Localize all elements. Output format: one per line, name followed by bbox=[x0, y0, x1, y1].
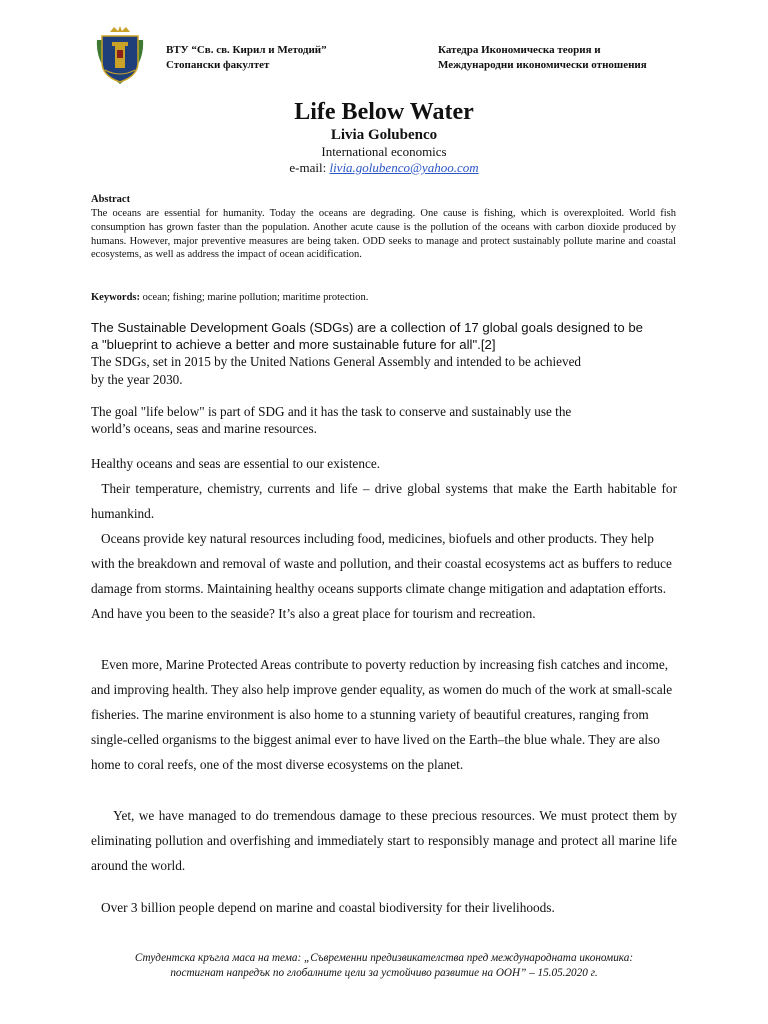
body-paragraph: Healthy oceans and seas are essential to our existence. bbox=[91, 456, 381, 471]
abstract-text: The oceans are essential for humanity. Today the oceans are degrading. One cause is fishing, which is overexploited. World fish consumption has grown faster than the population. Another acute cause is the pollution of the oceans with carbon dioxide produced by humans. However, major preventive measures are being taken. ODD seeks to manage and protect sustainably pollute marine and coastal ecosystems, as well as address the impact of ocean acidification. bbox=[91, 208, 676, 261]
university-line1: ВТУ “Св. св. Кирил и Методий” bbox=[166, 44, 327, 56]
footer-line: постигнат напредък по глобалните цели за устойчиво развитие на ООН” – 15.05.2020 г. bbox=[170, 967, 598, 979]
department-name bbox=[438, 43, 647, 73]
intro-paragraph-sdgs bbox=[91, 319, 691, 388]
university-crest-logo bbox=[93, 26, 147, 86]
email-label: e-mail: bbox=[289, 160, 330, 175]
intro-paragraph-goal bbox=[91, 403, 691, 437]
intro-line: by the year 2030. bbox=[91, 371, 183, 387]
author-affiliation: International economics bbox=[321, 144, 447, 159]
footer-line: Студентска кръгла маса на тема: „Съвременни предизвикателства пред международната икономика: bbox=[134, 952, 634, 964]
intro-line: The goal "life below" is part of SDG and it has the task to conserve and sustainably use the bbox=[91, 404, 572, 419]
keywords-text: ocean; fishing; marine pollution; maritime protection. bbox=[140, 292, 369, 303]
page-header bbox=[90, 26, 690, 86]
body-paragraph: Their temperature, chemistry, currents and life – drive global systems that make the Earth habitable for humankind. bbox=[91, 481, 677, 521]
author-name: Livia Golubenco bbox=[330, 127, 438, 143]
intro-line: world’s oceans, seas and marine resources. bbox=[91, 421, 317, 437]
page-footer bbox=[0, 951, 768, 981]
intro-line: The SDGs, set in 2015 by the United Nations General Assembly and intended to be achieved bbox=[91, 354, 582, 370]
abstract-heading: Abstract bbox=[91, 194, 131, 205]
intro-line: a "blueprint to achieve a better and more sustainable future for all".[2] bbox=[91, 337, 496, 353]
body-paragraph: Even more, Marine Protected Areas contribute to poverty reduction by increasing fish catches and income, and improving health. They also help improve gender equality, as women do much of the work at small-scale fisheries. The marine environment is also home to a stunning variety of beautiful creatures, ranging from single-celled organisms to the biggest animal ever to have lived on the Earth–the blue whale. They are also home to coral reefs, one of the most diverse ecosystems on the planet. bbox=[91, 657, 673, 772]
department-line2: Международни икономически отношения bbox=[438, 59, 647, 71]
paper-title: Life Below Water bbox=[294, 99, 474, 125]
email-link[interactable]: livia.golubenco@yahoo.com bbox=[329, 160, 479, 175]
department-line1: Катедра Икономическа теория и bbox=[438, 44, 601, 56]
author-email bbox=[0, 160, 768, 176]
body-paragraph: Yet, we have managed to do tremendous damage to these precious resources. We must protect them by eliminating pollution and overfishing and immediately start to responsibly manage and protect all marine life around the world. bbox=[91, 808, 677, 873]
keywords-label: Keywords: bbox=[91, 292, 140, 303]
body-paragraph: Over 3 billion people depend on marine and coastal biodiversity for their livelihoods. bbox=[91, 900, 555, 915]
faculty-line: Стопански факултет bbox=[166, 59, 270, 71]
keywords-line bbox=[91, 292, 676, 303]
body-paragraph: Oceans provide key natural resources including food, medicines, biofuels and other products. They help with the breakdown and removal of waste and pollution, and their coastal ecosystems act as buffers to reduce damage from storms. Maintaining healthy oceans supports climate change mitigation and adaptation efforts. And have you been to the seaside? It’s also a great place for tourism and recreation. bbox=[91, 531, 672, 621]
university-name bbox=[166, 43, 327, 73]
intro-line: The Sustainable Development Goals (SDGs) are a collection of 17 global goals designed to be bbox=[91, 320, 644, 335]
